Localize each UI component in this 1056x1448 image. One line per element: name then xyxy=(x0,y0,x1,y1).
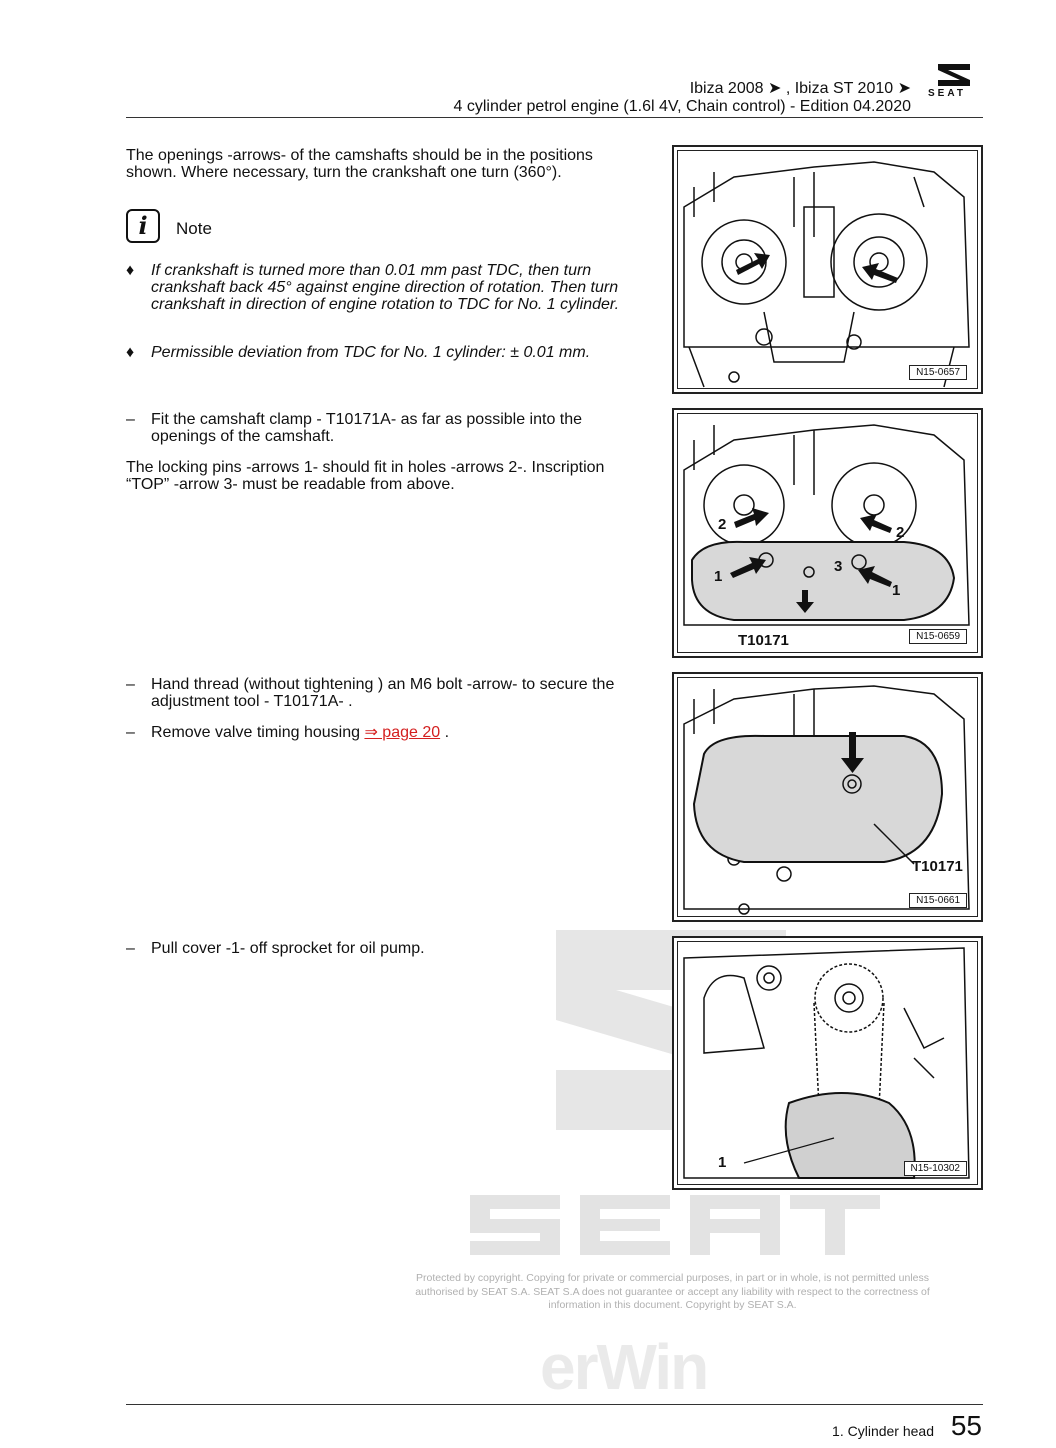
figure-id: N15-0659 xyxy=(909,629,967,644)
erwin-watermark: erWin xyxy=(540,1331,708,1403)
page-20-link[interactable]: ⇒ page 20 xyxy=(364,724,441,741)
figure-camshaft-openings xyxy=(672,145,983,394)
label-3: 3 xyxy=(834,558,843,575)
locking-pins-paragraph: The locking pins -arrows 1- should fit in holes -arrows 2-. Inscription “TOP” -arrow 3- must be readable from above. xyxy=(126,459,605,493)
label-tool: T10171 xyxy=(738,632,789,649)
page-number: 55 xyxy=(950,1410,982,1441)
intro-paragraph: The openings -arrows- of the camshafts should be in the positions shown. Where necessary, turn the crankshaft one turn (360°). xyxy=(126,147,593,181)
engine-drawing-4 xyxy=(674,938,981,1188)
step-fit-camshaft-clamp: – Fit the camshaft clamp - T10171A- as far as possible into the openings of the camshaft. xyxy=(126,411,583,445)
note-label: Note xyxy=(176,219,212,238)
header-rule xyxy=(126,117,983,118)
footer-section: 1. Cylinder head xyxy=(832,1423,934,1439)
header-model-line: Ibiza 2008 ➤ , Ibiza ST 2010 ➤ xyxy=(689,80,911,97)
label-1: 1 xyxy=(718,1154,727,1171)
label-2-left: 2 xyxy=(718,516,727,533)
figure-oil-pump-cover xyxy=(672,936,983,1190)
figure-id: N15-0661 xyxy=(909,893,967,908)
step-pull-cover: – Pull cover -1- off sprocket for oil pump. xyxy=(126,940,425,957)
diamond-bullet-icon: ♦ xyxy=(126,344,135,361)
note-bullet-1: ♦ If crankshaft is turned more than 0.01 mm past TDC, then turn crankshaft back 45° against engine direction of rotation. Then turn crankshaft in direction of engine rotation to TDC for No. 1 cylinder. xyxy=(126,262,620,313)
label-2-right: 2 xyxy=(896,524,905,541)
footer-rule xyxy=(126,1404,983,1405)
header-engine-line: 4 cylinder petrol engine (1.6l 4V, Chain control) - Edition 04.2020 xyxy=(453,98,911,115)
note-info-icon: i xyxy=(126,209,160,243)
engine-drawing-1 xyxy=(674,147,981,392)
seat-wordmark-icon xyxy=(470,1185,880,1265)
label-1-left: 1 xyxy=(714,568,723,585)
figure-camshaft-clamp xyxy=(672,408,983,658)
seat-watermark-wordmark xyxy=(470,1185,880,1265)
diamond-bullet-icon: ♦ xyxy=(126,262,135,279)
note-bullet-2: ♦ Permissible deviation from TDC for No. 1 cylinder: ± 0.01 mm. xyxy=(126,344,591,361)
engine-drawing-2 xyxy=(674,410,981,656)
label-1-right: 1 xyxy=(892,582,901,599)
step-remove-housing: – Remove valve timing housing ⇒ page 20 . xyxy=(126,724,450,741)
figure-id: N15-0657 xyxy=(909,365,967,380)
figure-id: N15-10302 xyxy=(904,1161,967,1176)
copyright-notice: Protected by copyright. Copying for private or commercial purposes, in part or in whole, is not permitted unless authorised by SEAT S.A. SEAT S.A does not guarantee or accept any liability with respect to the correctness of information in this document. Copyright by SEAT S.A. xyxy=(415,1272,930,1311)
seat-logo-wordmark: SEAT xyxy=(928,88,966,99)
label-tool: T10171 xyxy=(912,858,963,875)
step-hand-thread-bolt: – Hand thread (without tightening ) an M6 bolt -arrow- to secure the adjustment tool - T10171A- . xyxy=(126,676,615,710)
engine-drawing-3 xyxy=(674,674,981,920)
figure-adjustment-tool-bolt xyxy=(672,672,983,922)
